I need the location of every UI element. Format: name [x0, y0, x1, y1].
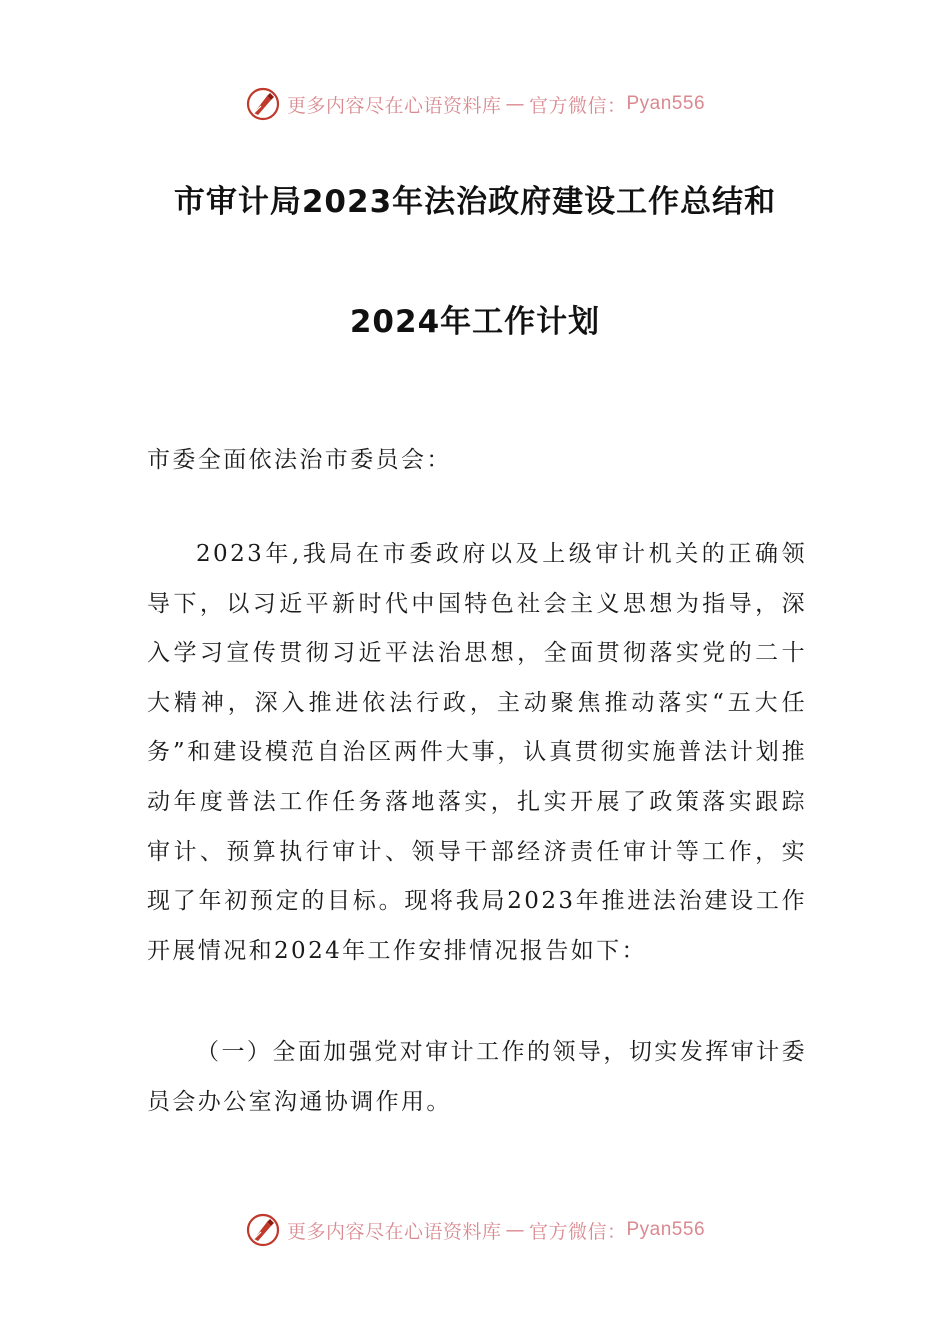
watermark-text: 更多内容尽在心语资料库: [286, 94, 502, 117]
watermark-wechat-id: Pyan556: [626, 93, 706, 114]
pen-nib-logo-icon: [245, 86, 281, 122]
document-title-line-2: 2024年工作计划: [349, 304, 601, 340]
document-title-line-1: 市审计局2023年法治政府建设工作总结和: [173, 184, 777, 220]
watermark-separator: —: [505, 93, 525, 115]
salutation: 市委全面依法治市委员会：: [147, 447, 452, 473]
watermark-footer: [0, 1210, 950, 1250]
paragraph-1: 2023年,我局在市委政府以及上级审计机关的正确领导下，以习近平新时代中国特色社会主义思想为指导，深入学习宣传贯彻习近平法治思想，全面贯彻落实党的二十大精神，深入推进依法行政，主动聚焦推动落实“五大任务”和建设模范自治区两件大事，认真贯彻实施普法计划推动年度普法工作任务落地落实，扎实开展了政策落实跟踪审计、预算执行审计、领导干部经济责任审计等工作，实现了年初预定的目标。现将我局2023年推进法治建设工作开展情况和2024年工作安排情况报告如下：: [147, 541, 807, 964]
watermark-text: 更多内容尽在心语资料库: [286, 1220, 502, 1243]
watermark-wechat-label: 官方微信：: [528, 1220, 627, 1243]
watermark-wechat-id: Pyan556: [626, 1219, 706, 1240]
watermark-header: [0, 84, 950, 124]
pen-nib-logo-icon: [245, 1212, 281, 1248]
watermark-separator: —: [505, 1219, 525, 1241]
paragraph-2: （一）全面加强党对审计工作的领导，切实发挥审计委员会办公室沟通协调作用。: [147, 1039, 807, 1115]
watermark-wechat-label: 官方微信：: [528, 94, 627, 117]
